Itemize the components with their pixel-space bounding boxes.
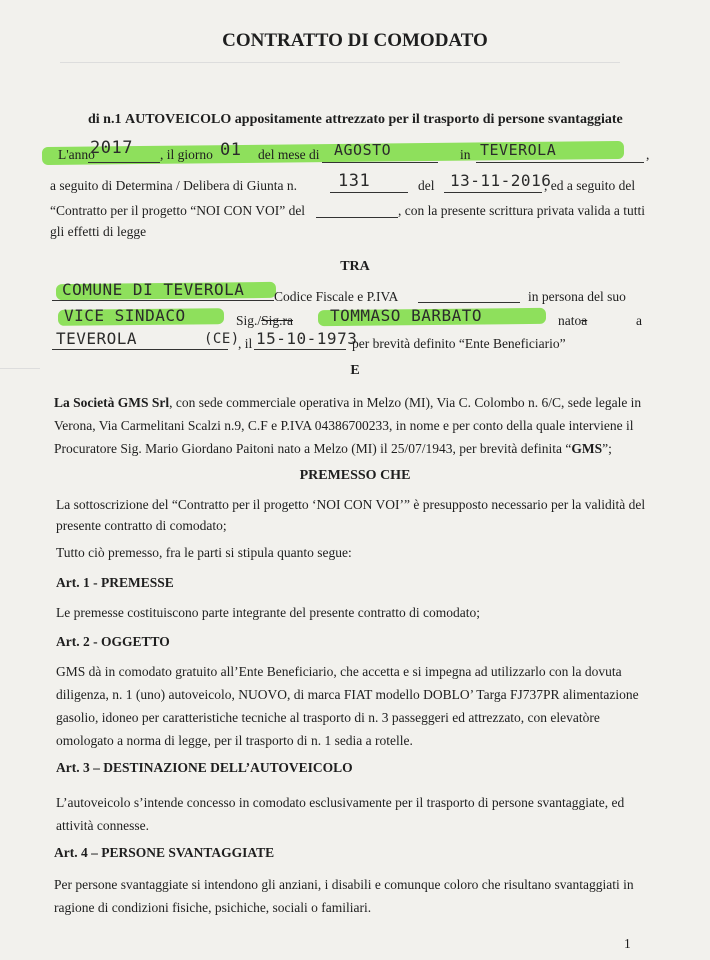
subtitle-prefix: di n.1	[88, 112, 122, 127]
mese-value: AGOSTO	[334, 141, 392, 159]
line3-text2: , con la presente scrittura privata valida a tutti	[398, 203, 646, 218]
cf-blank	[418, 302, 520, 303]
a-label: a	[636, 313, 642, 328]
gms-line-3-a: Procuratore Sig. Mario Giordano Paitoni nato a Melzo (MI) il 25/07/1943, per brevità definita “	[54, 441, 572, 456]
tra-heading: TRA	[340, 259, 370, 274]
gms-line-1-rest: , con sede commerciale operativa in Melzo (MI), Via C. Colombo n. 6/C, sede legale in	[169, 395, 642, 410]
in-label: in	[460, 147, 471, 162]
anno-value: 2017	[90, 138, 133, 158]
art2-line-1: GMS dà in comodato gratuito all’Ente Beneficiario, che accetta e si impegna ad utilizzarlo con la dovuta	[56, 664, 622, 679]
anno-label: L'anno	[58, 147, 95, 162]
persona-label: in persona del suo	[528, 289, 626, 304]
mese-blank	[322, 162, 438, 163]
art2-line-4: omologato a norma di legge, per il trasporto di n. 1 sedia a rotelle.	[56, 733, 413, 748]
premesso-p2: presente contratto di comodato;	[56, 518, 227, 533]
art3-heading: Art. 3 – DESTINAZIONE DELL’AUTOVEICOLO	[56, 760, 353, 775]
city-value: TEVEROLA	[56, 329, 138, 348]
gms-line-3-b: GMS	[571, 441, 603, 456]
delibera-date: 13-11-2016	[450, 171, 552, 190]
page-number: 1	[624, 936, 631, 951]
art4-line-1: Per persone svantaggiate si intendono gli anziani, i disabili e comunque coloro che risultano svantaggiati in	[54, 877, 634, 892]
art2-line-3: gasolio, idoneo per caratteristiche tecniche al trasporto di n. 3 passeggeri ed attrezzato, con elevatòre	[56, 710, 600, 725]
art2-heading: Art. 2 - OGGETTO	[56, 634, 170, 649]
line2-text1: a seguito di Determina / Delibera di Giunta n.	[50, 178, 298, 193]
art4-heading: Art. 4 – PERSONE SVANTAGGIATE	[54, 845, 275, 860]
birth-blank	[254, 349, 346, 350]
del-label: del	[418, 178, 435, 193]
nato-label	[558, 313, 587, 329]
name-value: TOMMASO BARBATO	[330, 306, 482, 325]
art1-text: Le premesse costituiscono parte integrante del presente contratto di comodato;	[56, 605, 480, 620]
definito-text: per brevità definito “Ente Beneficiario”	[352, 336, 566, 351]
art1-heading: Art. 1 - PREMESSE	[56, 575, 174, 590]
subtitle	[88, 112, 623, 128]
gms-line-3-c: ”;	[602, 441, 612, 456]
premesso-p3: Tutto ciò premesso, fra le parti si stipula quanto segue:	[56, 545, 352, 560]
e-heading: E	[350, 363, 360, 378]
sig-strike-text: Sig.ra	[261, 313, 294, 328]
delibera-number-blank	[330, 192, 408, 193]
in-blank	[476, 162, 644, 163]
ente-value: COMUNE DI TEVEROLA	[62, 280, 245, 299]
nato-strike: a	[581, 313, 588, 328]
gms-line-2: Verona, Via Carmelitani Scalzi n.9, C.F e P.IVA 04386700233, in nome e per conto della quale interviene il	[54, 418, 634, 433]
delibera-number: 131	[338, 171, 371, 191]
birth-value: 15-10-1973	[256, 329, 358, 348]
sig-label	[236, 313, 293, 329]
nato-text: nato	[558, 313, 582, 328]
page-title: CONTRATTO DI COMODATO	[222, 30, 488, 51]
sig-label-text: Sig./	[236, 313, 262, 328]
bleed-through	[60, 62, 620, 63]
line2-text2: , ed a seguito del	[544, 178, 636, 193]
premesso-p1: La sottoscrizione del “Contratto per il progetto ‘NOI CON VOI’” è presupposto necessario per la validità del	[56, 497, 646, 512]
premesso-heading: PREMESSO CHE	[299, 468, 411, 483]
line3-text1: “Contratto per il progetto “NOI CON VOI” del	[50, 203, 306, 218]
art4-line-2: ragione di condizioni fisiche, psichiche, sociali o familiari.	[54, 900, 372, 915]
il-label: , il	[238, 336, 253, 351]
line1-comma: ,	[646, 147, 650, 162]
role-value: VICE SINDACO	[64, 306, 186, 325]
ente-blank	[52, 300, 274, 301]
line4-text: gli effetti di legge	[50, 224, 147, 239]
subtitle-main: AUTOVEICOLO appositamente attrezzato per il trasporto di persone svantaggiate	[124, 112, 623, 127]
art2-line-2: diligenza, n. 1 (uno) autoveicolo, NUOVO, di marca FIAT modello DOBLO’ Targa FJ737PR alimentazione	[56, 687, 639, 702]
art3-line-2: attività connesse.	[56, 818, 149, 833]
in-value: TEVEROLA	[480, 141, 557, 159]
giorno-value: 01	[220, 140, 242, 160]
anno-blank	[88, 162, 160, 163]
line3-blank	[316, 217, 398, 218]
gms-company: La Società GMS Srl	[54, 395, 170, 410]
city-blank	[52, 349, 228, 350]
giorno-label: , il giorno	[160, 147, 213, 162]
art3-line-1: L’autoveicolo s’intende concesso in comodato esclusivamente per il trasporto di persone svantaggiate, ed	[56, 795, 625, 810]
delibera-date-blank	[444, 192, 542, 193]
prov-value: (CE)	[204, 331, 240, 347]
mese-label: del mese di	[258, 147, 320, 162]
gms-line-1	[54, 395, 641, 411]
gms-line-3	[54, 441, 612, 457]
cf-label: Codice Fiscale e P.IVA	[274, 289, 399, 304]
